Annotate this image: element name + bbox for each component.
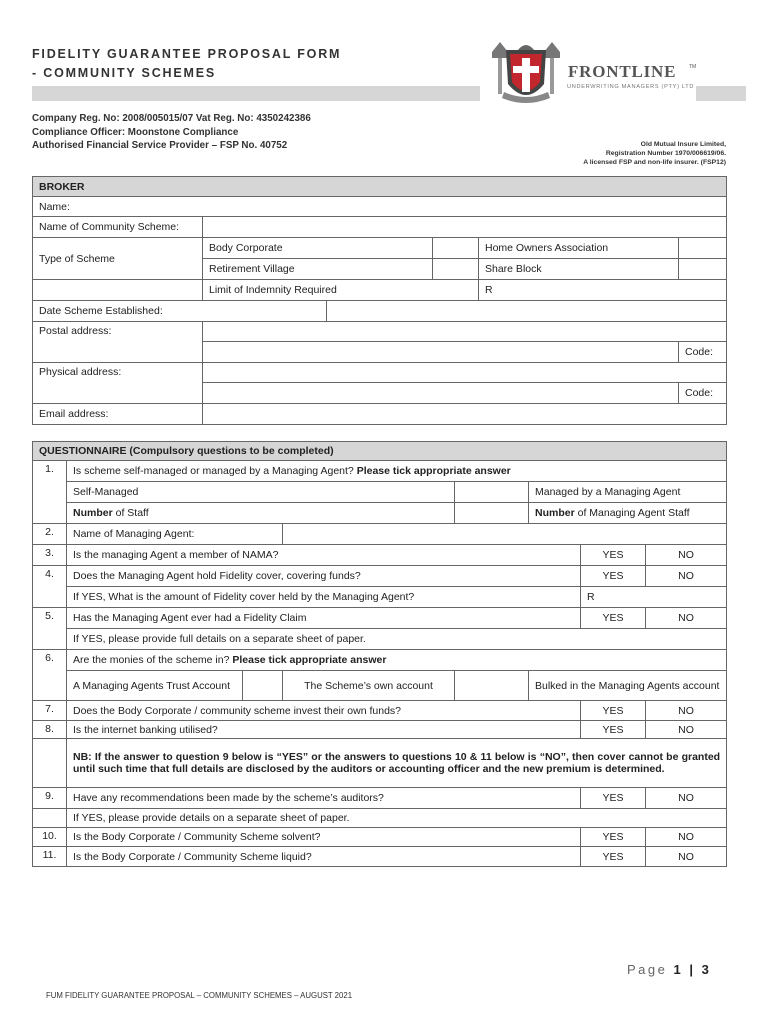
q9-sub-text: If YES, please provide details on a separate sheet of paper. (67, 809, 727, 828)
q6-option-own-label: The Scheme’s own account (283, 671, 455, 701)
limit-label: Limit of Indemnity Required (203, 280, 479, 301)
postal-code-field[interactable] (679, 342, 727, 363)
limit-amount-field[interactable] (479, 280, 727, 301)
q10-text: Is the Body Corporate / Community Scheme solvent? (67, 828, 581, 847)
q11-text: Is the Body Corporate / Community Scheme liquid? (67, 847, 581, 867)
page-number (627, 962, 711, 977)
page-label: Page (627, 962, 668, 977)
page-separator: | (689, 962, 696, 977)
share-block-checkbox[interactable] (679, 259, 727, 280)
q7-yes-option[interactable]: YES (581, 701, 646, 721)
q8-yes-option[interactable]: YES (581, 721, 646, 739)
q4-sub-text: If YES, What is the amount of Fidelity cover held by the Managing Agent? (67, 587, 581, 608)
body-corporate-label: Body Corporate (203, 238, 433, 259)
managing-agent-name-field[interactable] (283, 524, 727, 545)
self-managed-checkbox[interactable] (455, 482, 529, 503)
q9-text: Have any recommendations been made by the scheme’s auditors? (67, 788, 581, 809)
share-block-label: Share Block (479, 259, 679, 280)
agent-staff-text: of Managing Agent Staff (574, 507, 690, 519)
scheme-type-label: Type of Scheme (33, 238, 203, 280)
compliance-officer: Compliance Officer: Moonstone Compliance (32, 126, 239, 138)
questionnaire-table (32, 441, 727, 867)
q5-no-option[interactable]: NO (646, 608, 727, 629)
email-address-label: Email address: (33, 404, 203, 425)
retirement-village-checkbox[interactable] (433, 259, 479, 280)
q10-yes-option[interactable]: YES (581, 828, 646, 847)
limit-currency: R (485, 284, 493, 296)
q6-option-bulked-label: Bulked in the Managing Agents account (529, 671, 727, 701)
company-registration: Company Reg. No: 2008/005015/07 Vat Reg. No: 4350242386 (32, 113, 311, 124)
broker-section-title: BROKER (33, 177, 727, 197)
home-owners-label: Home Owners Association (479, 238, 679, 259)
questionnaire-section-title: QUESTIONNAIRE (Compulsory questions to be completed) (33, 442, 727, 461)
logo-name: FRONTLINE (568, 62, 677, 81)
q11-number: 11. (33, 847, 67, 867)
q6-option-trust-checkbox[interactable] (243, 671, 283, 701)
logo-subtitle: UNDERWRITING MANAGERS (PTY) LTD (567, 84, 695, 90)
physical-address-line2[interactable] (203, 383, 679, 404)
fidelity-amount-field[interactable] (581, 587, 727, 608)
email-address-field[interactable] (203, 404, 727, 425)
q4-yes-option[interactable]: YES (581, 566, 646, 587)
fsp-number: Authorised Financial Service Provider – FSP No. 40752 (32, 140, 288, 151)
q6-text: Are the monies of the scheme in? (73, 654, 230, 666)
agent-staff-label (529, 503, 727, 524)
q5-number: 5. (33, 608, 67, 650)
q5-sub-text: If YES, please provide full details on a separate sheet of paper. (67, 629, 727, 650)
physical-code-label: Code: (685, 387, 714, 399)
q4-text: Does the Managing Agent hold Fidelity cover, covering funds? (67, 566, 581, 587)
q3-yes-option[interactable]: YES (581, 545, 646, 566)
form-title (32, 45, 341, 83)
q3-no-option[interactable]: NO (646, 545, 727, 566)
nb-notice: NB: If the answer to question 9 below is “YES” or the answers to questions 10 & 11 below is “NO”, then cover cannot be granted until such time that full details are disclosed by the auditors or accounting officer and the new premium is determined. (67, 739, 727, 788)
q9-no-option[interactable]: NO (646, 788, 727, 809)
q1-number: 1. (33, 461, 67, 524)
postal-address-line1[interactable] (203, 322, 727, 342)
agent-staff-bold: Number (535, 507, 575, 519)
q9-yes-option[interactable]: YES (581, 788, 646, 809)
q2-text: Name of Managing Agent: (67, 524, 283, 545)
physical-address-label: Physical address: (33, 363, 203, 404)
q3-text: Is the managing Agent a member of NAMA? (67, 545, 581, 566)
nb-spacer (33, 739, 67, 788)
body-corporate-checkbox[interactable] (433, 238, 479, 259)
broker-name-field[interactable] (33, 197, 727, 217)
staff-number-text: of Staff (112, 507, 149, 519)
fidelity-amount-currency: R (587, 591, 595, 603)
physical-code-field[interactable] (679, 383, 727, 404)
q8-number: 8. (33, 721, 67, 739)
postal-address-line2[interactable] (203, 342, 679, 363)
q11-no-option[interactable]: NO (646, 847, 727, 867)
staff-number-label (67, 503, 455, 524)
q6-instruction: Please tick appropriate answer (232, 654, 387, 666)
q6-option-trust-label: A Managing Agents Trust Account (67, 671, 243, 701)
insurer-line1: Old Mutual Insure Limited, (640, 141, 726, 148)
q2-number: 2. (33, 524, 67, 545)
page-current: 1 (673, 962, 684, 977)
broker-name-label: Name: (39, 200, 70, 213)
insurer-line3: A licensed FSP and non-life insurer. (FSP12) (583, 158, 726, 166)
date-established-label: Date Scheme Established: (33, 301, 327, 322)
q7-no-option[interactable]: NO (646, 701, 727, 721)
q4-number: 4. (33, 566, 67, 608)
staff-number-field[interactable] (455, 503, 529, 524)
page-total: 3 (701, 962, 712, 977)
q1-text: Is scheme self-managed or managed by a Managing Agent? (73, 465, 354, 477)
q6-number: 6. (33, 650, 67, 701)
q1-instruction: Please tick appropriate answer (356, 465, 511, 477)
q11-yes-option[interactable]: YES (581, 847, 646, 867)
q6-question (67, 650, 727, 671)
form-title-line1: FIDELITY GUARANTEE PROPOSAL FORM (32, 47, 342, 61)
q10-number: 10. (33, 828, 67, 847)
physical-address-line1[interactable] (203, 363, 727, 383)
home-owners-checkbox[interactable] (679, 238, 727, 259)
broker-table (32, 176, 727, 425)
scheme-name-label: Name of Community Scheme: (33, 217, 203, 238)
limit-spacer (33, 280, 203, 301)
q9-sub-spacer (33, 809, 67, 828)
managed-agent-label: Managed by a Managing Agent (529, 482, 727, 503)
q8-no-option[interactable]: NO (646, 721, 727, 739)
q6-option-own-checkbox[interactable] (455, 671, 529, 701)
q4-no-option[interactable]: NO (646, 566, 727, 587)
insurer-line2: Registration Number 1970/006619/06. (605, 149, 726, 157)
company-details (32, 112, 311, 153)
postal-code-label: Code: (685, 346, 714, 358)
staff-number-bold: Number (73, 507, 113, 519)
q8-text: Is the internet banking utilised? (67, 721, 581, 739)
q1-question (67, 461, 727, 482)
footer-text: FUM FIDELITY GUARANTEE PROPOSAL – COMMUNITY SCHEMES – AUGUST 2021 (46, 991, 353, 1000)
retirement-village-label: Retirement Village (203, 259, 433, 280)
q5-yes-option[interactable]: YES (581, 608, 646, 629)
q7-text: Does the Body Corporate / community scheme invest their own funds? (67, 701, 581, 721)
q9-number: 9. (33, 788, 67, 809)
form-title-line2: - COMMUNITY SCHEMES (32, 66, 216, 80)
q7-number: 7. (33, 701, 67, 721)
q10-no-option[interactable]: NO (646, 828, 727, 847)
date-established-field[interactable] (327, 301, 727, 322)
self-managed-label: Self-Managed (67, 482, 455, 503)
postal-address-label: Postal address: (33, 322, 203, 363)
insurer-details (583, 141, 726, 167)
q3-number: 3. (33, 545, 67, 566)
q5-text: Has the Managing Agent ever had a Fidelity Claim (67, 608, 581, 629)
scheme-name-field[interactable] (203, 217, 727, 238)
logo-trademark: TM (689, 64, 697, 70)
